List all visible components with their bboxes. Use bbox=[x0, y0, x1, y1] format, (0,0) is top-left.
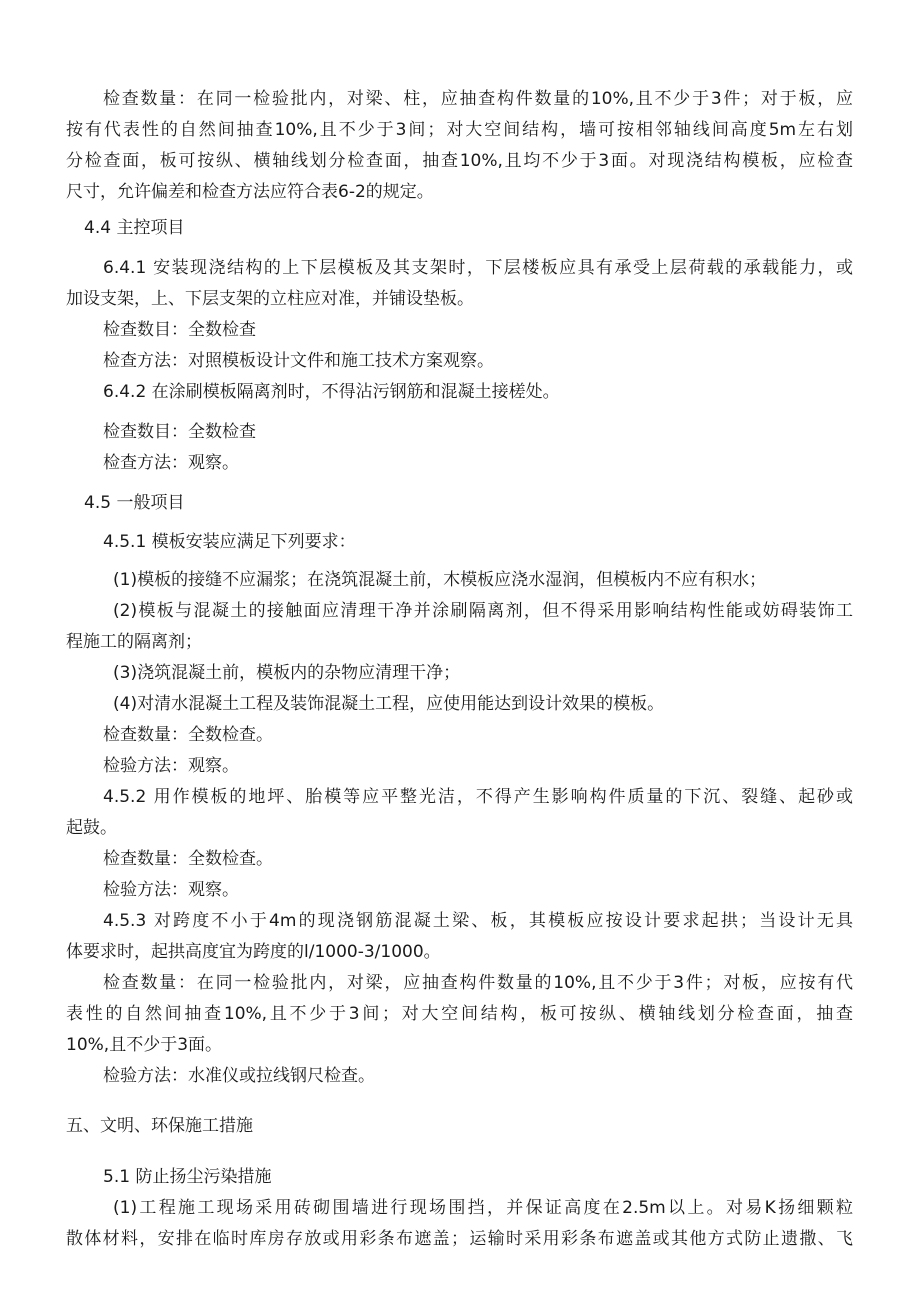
list-item: (4)对清水混凝土工程及装饰混凝土工程，应使用能达到设计效果的模板。 bbox=[113, 694, 665, 714]
list-item: (2)模板与混凝土的接触面应清理干净并涂刷隔离剂，但不得采用影响结构性能或妨碍装饰工 bbox=[113, 601, 853, 621]
paragraph-line: 检验方法：水准仪或拉线钢尺检查。 bbox=[103, 1066, 375, 1086]
section-heading: 4.4 主控项目 bbox=[84, 218, 185, 238]
paragraph-line: 尺寸，允许偏差和检查方法应符合表6-2的规定。 bbox=[66, 182, 434, 202]
paragraph-line: 检查数目：全数检查 bbox=[103, 422, 256, 442]
list-item: (1)工程施工现场采用砖砌围墙进行现场围挡，并保证高度在2.5m以上。对易K扬细颗粒 bbox=[113, 1198, 853, 1218]
paragraph-line: 6.4.2 在涂刷模板隔离剂时，不得沾污钢筋和混凝土接槎处。 bbox=[103, 382, 560, 402]
paragraph-line: 检验方法：观察。 bbox=[103, 880, 239, 900]
chapter-heading: 五、文明、环保施工措施 bbox=[66, 1116, 253, 1136]
paragraph-line: 起鼓。 bbox=[66, 818, 117, 838]
paragraph-line: 加设支架，上、下层支架的立柱应对准，并铺设垫板。 bbox=[66, 289, 474, 309]
paragraph-line: 检查数量：全数检查。 bbox=[103, 725, 273, 745]
paragraph-line: 分检查面，板可按纵、横轴线划分检查面，抽查10%,且均不少于3面。对现浇结构模板，应检查 bbox=[66, 151, 853, 171]
paragraph-line: 检查方法：观察。 bbox=[103, 453, 239, 473]
paragraph-line: 4.5.1 模板安装应满足下列要求： bbox=[103, 532, 356, 552]
list-item: (1)模板的接缝不应漏浆；在浇筑混凝土前，木模板应浇水湿润，但模板内不应有积水； bbox=[113, 570, 767, 590]
paragraph-line: 检查数量：在同一检验批内，对梁，应抽查构件数量的10%,且不少于3件；对板，应按有代 bbox=[103, 973, 853, 993]
section-heading: 5.1 防止扬尘污染措施 bbox=[103, 1167, 272, 1187]
paragraph-line: 检查数量：在同一检验批内，对梁、柱，应抽查构件数量的10%,且不少于3件；对于板，应 bbox=[103, 89, 853, 109]
paragraph-line: 检查方法：对照模板设计文件和施工技术方案观察。 bbox=[103, 351, 494, 371]
list-item: 程施工的隔离剂； bbox=[66, 632, 202, 652]
paragraph-line: 6.4.1 安装现浇结构的上下层模板及其支架时，下层楼板应具有承受上层荷载的承载能力，或 bbox=[103, 258, 853, 278]
paragraph-line: 检验方法：观察。 bbox=[103, 756, 239, 776]
paragraph-line: 表性的自然间抽查10%,且不少于3间；对大空间结构，板可按纵、横轴线划分检查面，抽查 bbox=[66, 1004, 853, 1024]
paragraph-line: 10%,且不少于3面。 bbox=[66, 1035, 223, 1055]
paragraph-line: 按有代表性的自然间抽查10%,且不少于3间；对大空间结构，墙可按相邻轴线间高度5m左右划 bbox=[66, 120, 853, 140]
list-item: (3)浇筑混凝土前，模板内的杂物应清理干净； bbox=[113, 663, 461, 683]
list-item: 散体材料，安排在临时库房存放或用彩条布遮盖；运输时采用彩条布遮盖或其他方式防止遗撒、飞 bbox=[66, 1229, 853, 1249]
paragraph-line: 检查数量：全数检查。 bbox=[103, 849, 273, 869]
paragraph-line: 4.5.2 用作模板的地坪、胎模等应平整光洁，不得产生影响构件质量的下沉、裂缝、起砂或 bbox=[103, 787, 853, 807]
paragraph-line: 4.5.3 对跨度不小于4m的现浇钢筋混凝土梁、板，其模板应按设计要求起拱；当设计无具 bbox=[103, 911, 853, 931]
paragraph-line: 体要求时，起拱高度宜为跨度的l/1000-3/1000。 bbox=[66, 942, 441, 962]
paragraph-line: 检查数目：全数检查 bbox=[103, 320, 256, 340]
section-heading: 4.5 一般项目 bbox=[84, 493, 185, 513]
